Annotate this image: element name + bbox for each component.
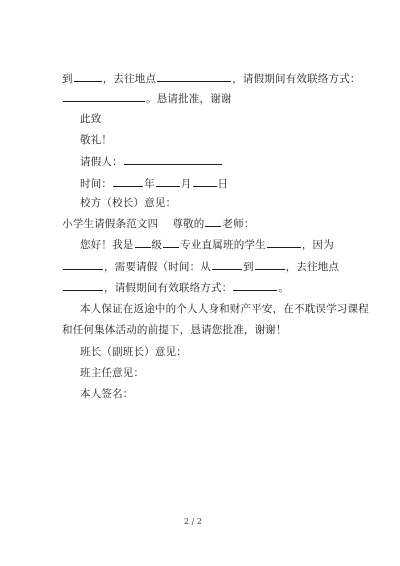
signature-line [80, 387, 134, 401]
section-heading: 小学生请假条范文四 [62, 218, 159, 230]
fill-blank [205, 216, 221, 227]
text: ，请假期间有效联络方式： [232, 73, 361, 85]
text-line [80, 237, 334, 252]
fill-blank [156, 176, 180, 187]
fill-blank [157, 71, 231, 82]
text: 尊敬的 [172, 218, 205, 230]
fill-blank [255, 259, 285, 270]
fill-blank [113, 176, 143, 187]
text: ，请假期间有效联络方式： [104, 282, 233, 294]
text: 本人签名： [80, 388, 134, 400]
text: ，去往地点 [102, 73, 157, 85]
page-number: 2 / 2 [184, 517, 202, 526]
text: 本人保证在返途中的个人人身和财产平安，在不耽误学习课程 [80, 303, 369, 315]
fill-blank [135, 237, 151, 248]
text: 老师： [222, 218, 255, 230]
text: 校方（校长）意见： [80, 197, 177, 209]
head-teacher-opinion-line [80, 366, 144, 380]
text: 年 [144, 178, 155, 190]
principal-opinion-line [80, 196, 176, 210]
text: 请假人： [80, 156, 123, 168]
fill-blank [124, 154, 222, 165]
text: 和任何集体活动的前提下，恳请您批准，谢谢！ [62, 324, 287, 336]
fill-blank [233, 280, 277, 291]
fill-blank [267, 237, 301, 248]
fill-blank [63, 259, 103, 270]
text-line [62, 323, 287, 337]
text: 。恳请批准，谢谢 [146, 93, 232, 105]
text: 您好！我是 [80, 239, 134, 251]
text: 班长（副班长）意见： [80, 346, 187, 358]
text-line [62, 71, 361, 86]
text: 级 [151, 239, 163, 251]
text: 到 [243, 261, 254, 273]
text: 到 [62, 73, 73, 85]
text: 日 [217, 178, 229, 190]
text: 时间： [80, 178, 113, 190]
text: 专业直属班的学生 [180, 239, 266, 251]
text-line [62, 280, 289, 295]
salutation-text [80, 133, 112, 147]
fill-blank [74, 71, 102, 82]
text: ，需要请假（时间：从 [104, 261, 211, 273]
applicant-line [80, 154, 223, 169]
fill-blank [163, 237, 179, 248]
section-heading-line [62, 216, 255, 231]
fill-blank [212, 259, 242, 270]
text: ，因为 [301, 239, 334, 251]
text: 班主任意见： [80, 367, 145, 379]
date-line [80, 176, 228, 191]
text: ，去往地点 [285, 261, 340, 273]
text-line [62, 91, 232, 106]
fill-blank [63, 280, 103, 291]
fill-blank [63, 91, 145, 102]
text: 敬礼！ [80, 134, 113, 146]
text: 月 [180, 178, 192, 190]
closing-text [80, 112, 101, 126]
monitor-opinion-line [80, 345, 187, 359]
text: 此致 [80, 113, 102, 125]
text-line [80, 302, 369, 316]
text: 。 [278, 282, 290, 294]
text-line [62, 259, 339, 274]
fill-blank [193, 176, 217, 187]
